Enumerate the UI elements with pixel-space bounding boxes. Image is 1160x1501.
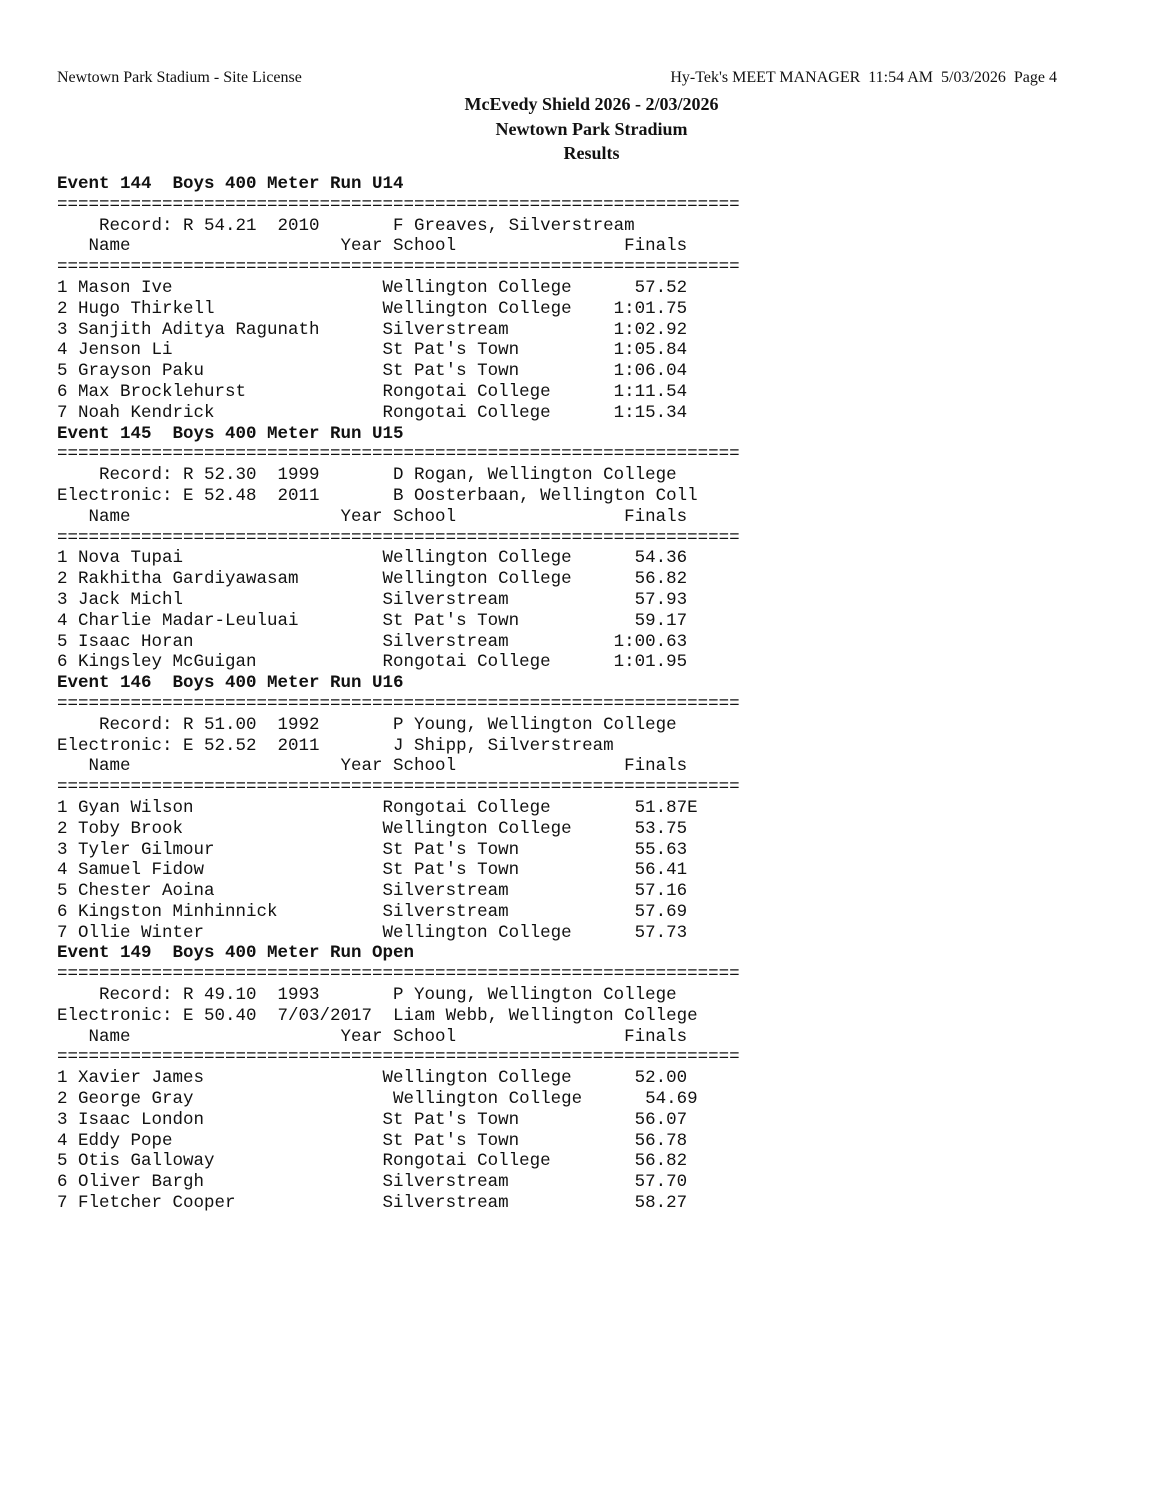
separator-line: ================================================================= — [57, 1047, 740, 1068]
record-line: Electronic: E 52.52 2011 J Shipp, Silverstream — [57, 735, 614, 756]
result-row: 1 Xavier James Wellington College 52.00 — [57, 1068, 688, 1089]
result-row: 4 Samuel Fidow St Pat's Town 56.41 — [57, 860, 688, 881]
result-row: 5 Isaac Horan Silverstream 1:00.63 — [57, 631, 688, 652]
record-line: Electronic: E 52.48 2011 B Oosterbaan, Wellington Coll — [57, 485, 698, 506]
result-row: 5 Otis Galloway Rongotai College 56.82 — [57, 1151, 688, 1172]
result-row: 4 Eddy Pope St Pat's Town 56.78 — [57, 1130, 688, 1151]
result-row: 7 Noah Kendrick Rongotai College 1:15.34 — [57, 402, 688, 423]
column-header: Name Year School Finals — [57, 236, 688, 257]
separator-line: ================================================================= — [57, 964, 740, 985]
result-row: 4 Charlie Madar-Leuluai St Pat's Town 59.17 — [57, 610, 688, 631]
report-title — [0, 92, 1160, 166]
result-row: 3 Sanjith Aditya Ragunath Silverstream 1:02.92 — [57, 319, 688, 340]
result-row: 7 Ollie Winter Wellington College 57.73 — [57, 922, 688, 943]
result-row: 5 Chester Aoina Silverstream 57.16 — [57, 881, 688, 902]
result-row: 2 Toby Brook Wellington College 53.75 — [57, 818, 688, 839]
result-row: 1 Nova Tupai Wellington College 54.36 — [57, 548, 688, 569]
result-row: 2 George Gray Wellington College 54.69 — [57, 1089, 698, 1110]
record-line: Record: R 51.00 1992 P Young, Wellington College — [57, 714, 677, 735]
record-line: Record: R 52.30 1999 D Rogan, Wellington College — [57, 465, 677, 486]
result-row: 2 Hugo Thirkell Wellington College 1:01.75 — [57, 298, 688, 319]
column-header: Name Year School Finals — [57, 756, 688, 777]
column-header: Name Year School Finals — [57, 506, 688, 527]
separator-line: ================================================================= — [57, 444, 740, 465]
separator-line: ================================================================= — [57, 527, 740, 548]
site-license-header: Newtown Park Stadium - Site License — [57, 69, 302, 86]
record-line: Record: R 49.10 1993 P Young, Wellington College — [57, 985, 677, 1006]
separator-line: ================================================================= — [57, 777, 740, 798]
results-listing — [57, 174, 740, 1214]
separator-line: ================================================================= — [57, 257, 740, 278]
meet-manager-header: Hy-Tek's MEET MANAGER 11:54 AM 5/03/2026 Page 4 — [670, 69, 1057, 86]
result-row: 3 Jack Michl Silverstream 57.93 — [57, 589, 688, 610]
result-row: 4 Jenson Li St Pat's Town 1:05.84 — [57, 340, 688, 361]
result-row: 5 Grayson Paku St Pat's Town 1:06.04 — [57, 361, 688, 382]
result-row: 1 Gyan Wilson Rongotai College 51.87E — [57, 797, 698, 818]
result-row: 3 Tyler Gilmour St Pat's Town 55.63 — [57, 839, 688, 860]
venue-name: Newtown Park Stradium — [495, 118, 688, 139]
column-header: Name Year School Finals — [57, 1026, 688, 1047]
separator-line: ================================================================= — [57, 693, 740, 714]
record-line: Record: R 54.21 2010 F Greaves, Silverstream — [57, 215, 635, 236]
separator-line: ================================================================= — [57, 194, 740, 215]
result-row: 3 Isaac London St Pat's Town 56.07 — [57, 1109, 688, 1130]
results-heading: Results — [563, 143, 620, 163]
result-row: 6 Oliver Bargh Silverstream 57.70 — [57, 1172, 688, 1193]
event-title: Event 144 Boys 400 Meter Run U14 — [57, 174, 404, 194]
event-title: Event 146 Boys 400 Meter Run U16 — [57, 673, 404, 694]
event-title: Event 149 Boys 400 Meter Run Open — [57, 943, 415, 964]
event-title: Event 145 Boys 400 Meter Run U15 — [57, 423, 404, 444]
result-row: 6 Kingsley McGuigan Rongotai College 1:01.95 — [57, 652, 688, 673]
result-row: 2 Rakhitha Gardiyawasam Wellington College 56.82 — [57, 569, 688, 590]
result-row: 6 Max Brocklehurst Rongotai College 1:11.54 — [57, 381, 688, 402]
result-row: 6 Kingston Minhinnick Silverstream 57.69 — [57, 901, 688, 922]
meet-name: McEvedy Shield 2026 - 2/03/2026 — [464, 94, 719, 114]
result-row: 1 Mason Ive Wellington College 57.52 — [57, 277, 688, 298]
record-line: Electronic: E 50.40 7/03/2017 Liam Webb, Wellington College — [57, 1005, 698, 1026]
result-row: 7 Fletcher Cooper Silverstream 58.27 — [57, 1193, 688, 1214]
